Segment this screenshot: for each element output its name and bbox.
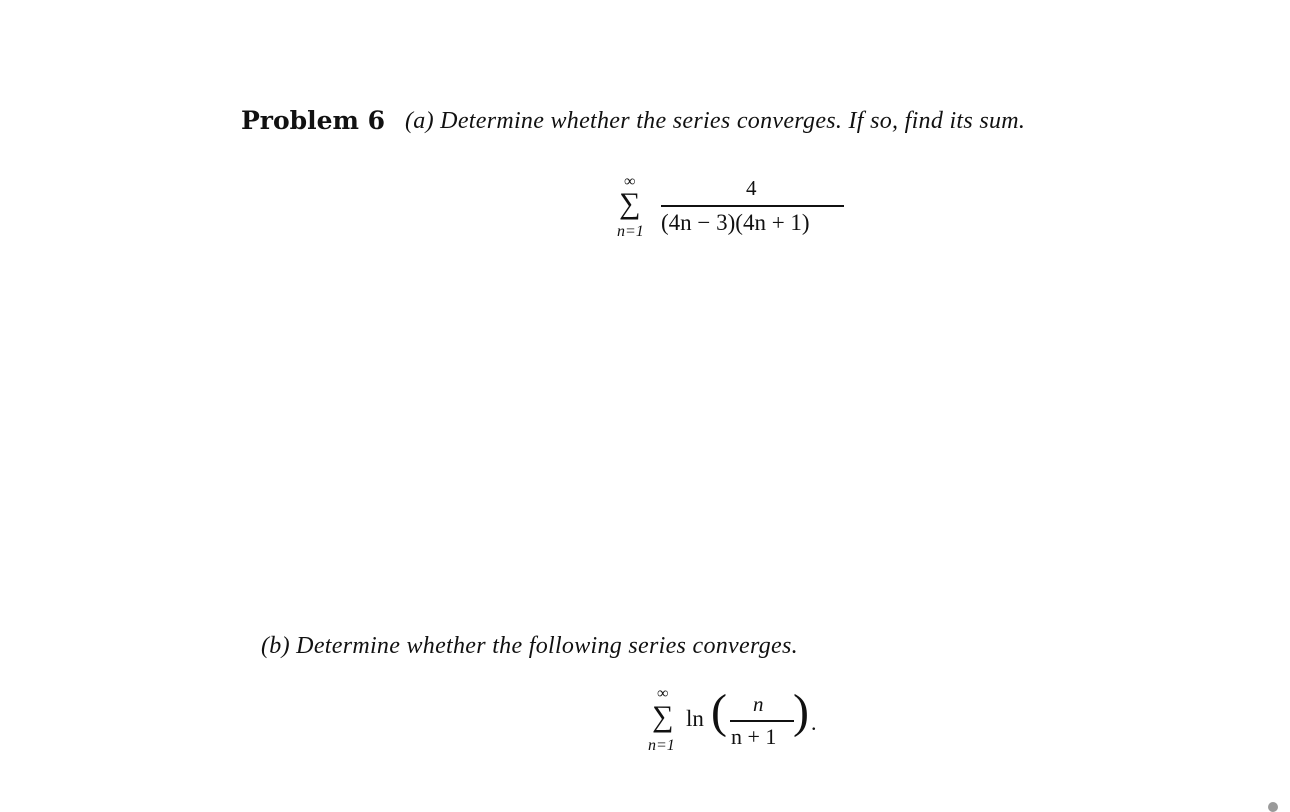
series-a-sigma: ∑ [619, 187, 641, 220]
series-a-fraction-bar [661, 205, 844, 207]
series-b-sigma: ∑ [652, 700, 674, 733]
series-b-right-paren: ) [793, 685, 809, 738]
series-b-upper-limit: ∞ [657, 685, 669, 702]
series-b-ln: ln [686, 706, 704, 731]
series-b-left-paren: ( [711, 685, 727, 738]
corner-dot [1268, 802, 1278, 812]
part-a-prompt: (a) Determine whether the series converges. If so, find its sum. [405, 108, 1026, 134]
series-a-lower-limit: n=1 [617, 223, 644, 240]
part-b-prompt: (b) Determine whether the following series converges. [261, 633, 798, 659]
series-b-denominator: n + 1 [731, 724, 777, 749]
series-b-period: . [811, 710, 817, 735]
series-a-numerator: 4 [746, 176, 757, 200]
series-b-fraction-bar [730, 720, 794, 722]
series-b-numerator: n [753, 692, 764, 716]
problem-title: Problem 6 [241, 106, 386, 135]
series-b-lower-limit: n=1 [648, 737, 675, 754]
series-a-upper-limit: ∞ [624, 173, 636, 190]
series-a-denominator: (4n − 3)(4n + 1) [661, 210, 810, 235]
